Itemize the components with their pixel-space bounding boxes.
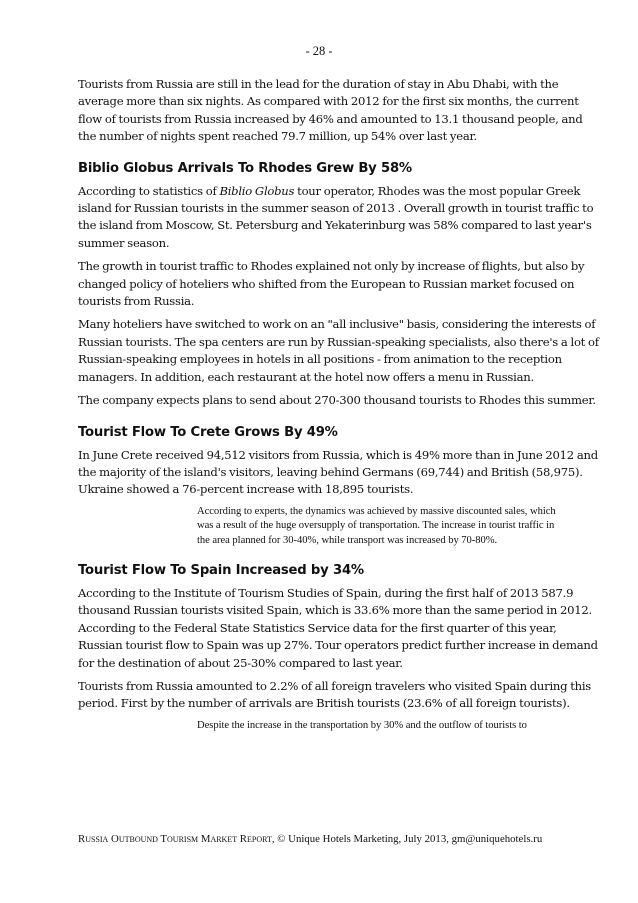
rhodes-paragraph-4: The company expects plans to send about 270-300 thousand tourists to Rhodes this summer. xyxy=(78,393,596,408)
spain-section xyxy=(78,562,602,733)
footer-copyright: , © Unique Hotels Marketing, July 2013, gm@uniquehotels.ru xyxy=(271,833,543,845)
biblio-globus-emphasis: Biblio Globus xyxy=(219,183,295,198)
spain-heading: Tourist Flow To Spain Increased by 34% xyxy=(78,562,364,578)
rhodes-p1-start: According to statistics of xyxy=(78,183,220,198)
rhodes-paragraph-1 xyxy=(78,183,602,253)
spain-note: Despite the increase in the transportation by 30% and the outflow of tourists to xyxy=(197,719,527,731)
rhodes-heading: Biblio Globus Arrivals To Rhodes Grew By 58% xyxy=(78,160,412,176)
report-body xyxy=(78,76,602,733)
footer-report-title: Russia Outbound Tourism Market Report xyxy=(78,833,272,845)
rhodes-p1-end: tour operator, Rhodes was the most popular Greek island for Russian tourists in the summer season of 2013 . Overall growth in tourist traffic to the island from Moscow, St. Petersburg and Yekaterinburg was 58% compared to last year's summer season. xyxy=(78,183,594,250)
crete-note: According to experts, the dynamics was achieved by massive discounted sales, which was a result of the huge oversupply of transportation. The increase in tourist traffic in the area planned for 30-40%, while transport was increased by 70-80%. xyxy=(197,505,556,546)
crete-heading: Tourist Flow To Crete Grows By 49% xyxy=(78,424,338,440)
page-number: - 28 - xyxy=(305,44,333,58)
page-footer xyxy=(78,833,618,845)
intro-paragraph: Tourists from Russia are still in the lead for the duration of stay in Abu Dhabi, with the average more than six nights. As compared with 2012 for the first six months, the current flow of tourists from Russia increased by 46% and amounted to 13.1 thousand people, and the number of nights spent reached 79.7 million, up 54% over last year. xyxy=(78,77,583,144)
rhodes-section xyxy=(78,160,602,410)
rhodes-paragraph-3: Many hoteliers have switched to work on an "all inclusive" basis, considering the interests of Russian tourists. The spa centers are run by Russian-speaking specialists, also there's a lot of Russian-speaking employees in hotels in all positions - from animation to the reception managers. In addition, each restaurant at the hotel now offers a menu in Russian. xyxy=(78,317,599,384)
rhodes-paragraph-2: The growth in tourist traffic to Rhodes explained not only by increase of flights, but also by changed policy of hoteliers who shifted from the European to Russian market focused on tourists from Russia. xyxy=(78,259,585,309)
spain-paragraph-1: According to the Institute of Tourism Studies of Spain, during the first half of 2013 587.9 thousand Russian tourists visited Spain, which is 33.6% more than the same period in 2012. According to the Federal State Statistics Service data for the first quarter of this year, Russian tourist flow to Spain was up 27%. Tour operators predict further increase in demand for the destination of about 25-30% compared to last year. xyxy=(78,585,598,670)
crete-section xyxy=(78,424,602,548)
spain-paragraph-2: Tourists from Russia amounted to 2.2% of all foreign travelers who visited Spain during this period. First by the number of arrivals are British tourists (23.6% of all foreign tourists). xyxy=(78,678,592,711)
crete-paragraph-1: In June Crete received 94,512 visitors from Russia, which is 49% more than in June 2012 and the majority of the island's visitors, leaving behind Germans (69,744) and British (58,975). Ukraine showed a 76-percent increase with 18,895 tourists. xyxy=(78,447,598,497)
